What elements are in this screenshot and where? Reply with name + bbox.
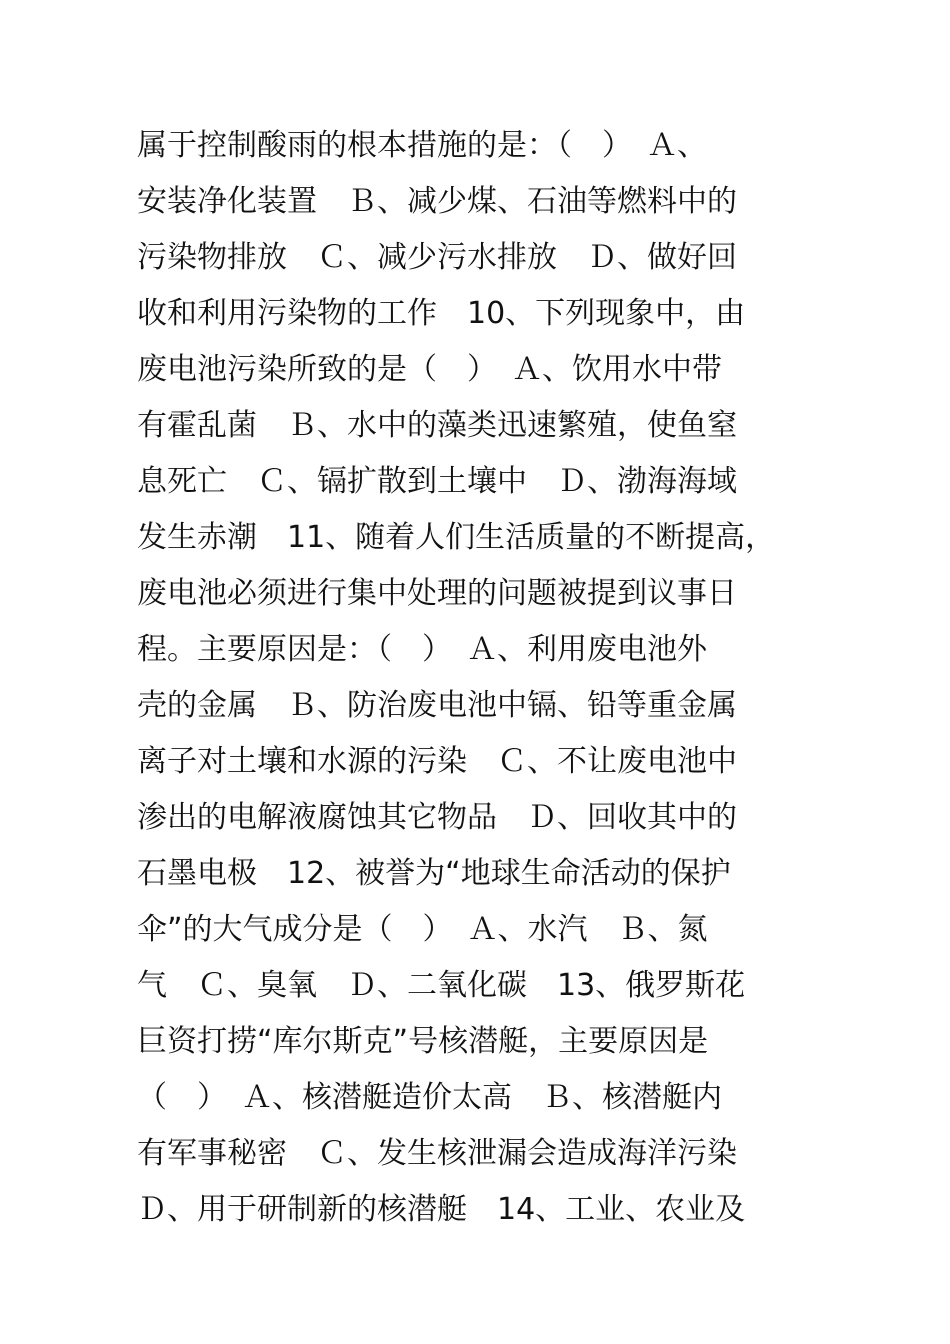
text-line: 壳的金属 Ｂ、防治废电池中镉、铅等重金属: [137, 688, 737, 723]
text-line: 程。主要原因是：（ ） Ａ、利用废电池外: [137, 632, 707, 667]
text-line: 废电池污染所致的是（ ） Ａ、饮用水中带: [137, 352, 722, 387]
text-line: 发生赤潮 11、随着人们生活质量的不断提高，: [137, 520, 776, 555]
text-line: 有军事秘密 Ｃ、发生核泄漏会造成海洋污染: [137, 1136, 737, 1171]
text-line: （ ） Ａ、核潜艇造价太高 Ｂ、核潜艇内: [137, 1080, 722, 1115]
text-line: 息死亡 Ｃ、镉扩散到土壤中 Ｄ、渤海海域: [137, 464, 737, 499]
text-line: 巨资打捞“库尔斯克”号核潜艇，主要原因是: [137, 1024, 709, 1059]
text-line: 安装净化装置 Ｂ、减少煤、石油等燃料中的: [137, 184, 737, 219]
text-line: 石墨电极 12、被誉为“地球生命活动的保护: [137, 856, 731, 891]
text-line: 气 Ｃ、臭氧 Ｄ、二氧化碳 13、俄罗斯花: [137, 968, 746, 1003]
text-line: Ｄ、用于研制新的核潜艇 14、工业、农业及: [137, 1192, 746, 1227]
text-line: 废电池必须进行集中处理的问题被提到议事日: [137, 576, 737, 611]
text-line: 收和利用污染物的工作 10、下列现象中，由: [137, 296, 746, 331]
text-line: 属于控制酸雨的根本措施的是：（ ） Ａ、: [137, 128, 707, 163]
question-text-block: [137, 118, 827, 1238]
text-line: 伞”的大气成分是（ ） Ａ、水汽 Ｂ、氮: [137, 912, 708, 947]
text-line: 渗出的电解液腐蚀其它物品 Ｄ、回收其中的: [137, 800, 737, 835]
text-line: 离子对土壤和水源的污染 Ｃ、不让废电池中: [137, 744, 737, 779]
text-line: 有霍乱菌 Ｂ、水中的藻类迅速繁殖，使鱼窒: [137, 408, 737, 443]
text-line: 污染物排放 Ｃ、减少污水排放 Ｄ、做好回: [137, 240, 737, 275]
